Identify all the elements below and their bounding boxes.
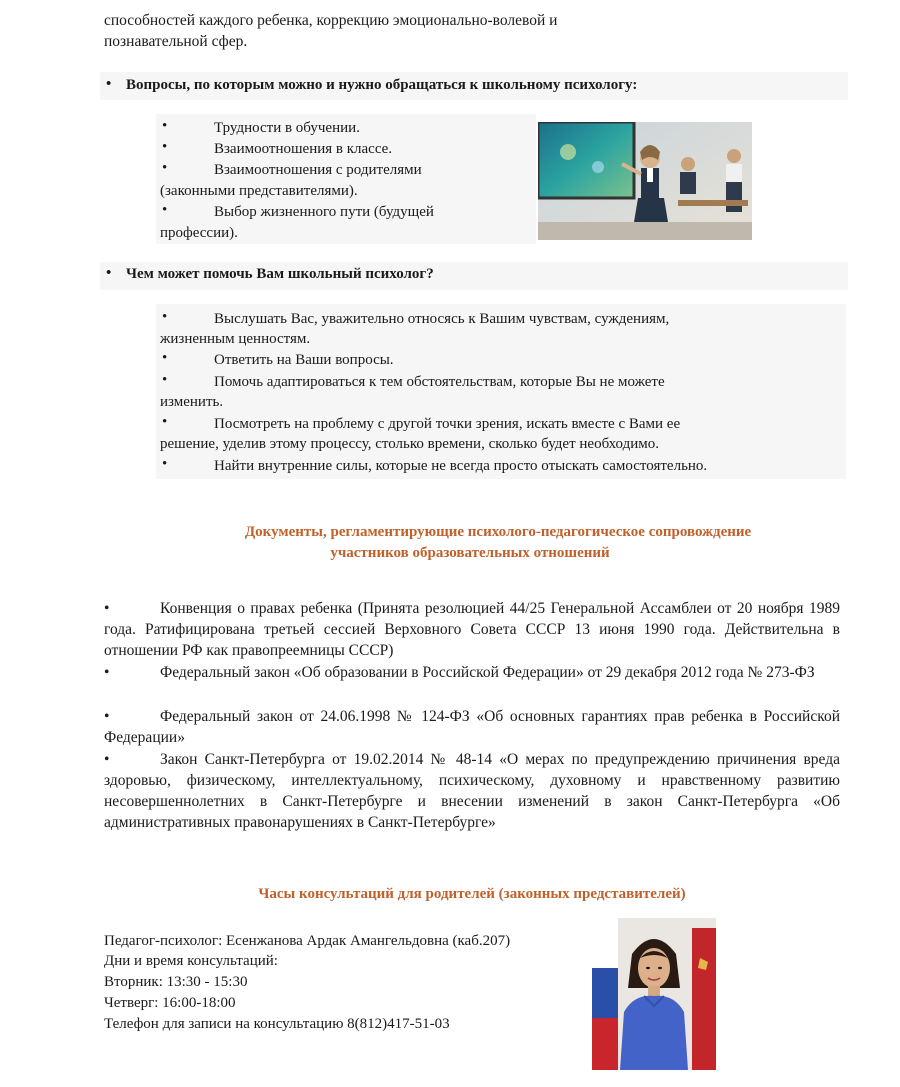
- question-item-cont: профессии).: [160, 225, 238, 241]
- document-item: • Федеральный закон «Об образовании в Российской Федерации» от 29 декабря 2012 года № 273-ФЗ: [104, 664, 815, 681]
- help-item: Выслушать Вас, уважительно относясь к Вашим чувствам, суждениям,: [214, 311, 670, 327]
- phone-line: Телефон для записи на консультацию 8(812)417-51-03: [104, 1016, 450, 1032]
- help-item: Ответить на Ваши вопросы.: [214, 352, 394, 368]
- question-item: Взаимоотношения в классе.: [214, 141, 393, 157]
- documents-title-line-1: Документы, регламентирующие психолого-педагогическое сопровождение: [244, 524, 752, 540]
- help-item-cont: решение, уделив этому процессу, столько времени, сколько будет необходимо.: [160, 436, 660, 452]
- bullet-icon: •: [162, 202, 168, 218]
- documents-title-line-2: участников образовательных отношений: [330, 545, 610, 561]
- document-item: • Федеральный закон от 24.06.1998 № 124-ФЗ «Об основных гарантиях прав ребенка в Российской Федерации»: [104, 708, 840, 746]
- document-item-text: Федеральный закон от 24.06.1998 № 124-ФЗ «Об основных гарантиях прав ребенка в Российской Федерации»: [104, 708, 840, 746]
- psychologist-label: Педагог-психолог:: [104, 933, 223, 949]
- classroom-photo: [538, 122, 752, 240]
- question-item: Взаимоотношения с родителями: [214, 162, 422, 178]
- psychologist-photo: [592, 918, 716, 1070]
- days-label: Дни и время консультаций:: [104, 953, 278, 969]
- bullet-icon: •: [162, 160, 168, 176]
- bullet-icon: •: [162, 414, 168, 430]
- bullet-icon: •: [106, 265, 112, 281]
- psychologist-line: [104, 931, 510, 952]
- document-item: • Закон Санкт-Петербурга от 19.02.2014 № 48-14 «О мерах по предупреждению причинения вреда здоровью, физическому, интеллектуальному, психическому, духовному и нравственному развитию несовершеннолетних в Санкт-Петербурге и внесении изменений в закон Санкт-Петербурга «Об административных правонарушениях в Санкт-Петербурге»: [104, 751, 840, 831]
- bullet-icon: •: [162, 309, 168, 325]
- bullet-icon: •: [106, 76, 112, 92]
- question-item: Трудности в обучении.: [214, 120, 360, 136]
- bullet-icon: •: [162, 372, 168, 388]
- help-item: Помочь адаптироваться к тем обстоятельствам, которые Вы не можете: [214, 374, 665, 390]
- question-item-cont: (законными представителями).: [160, 183, 358, 199]
- consult-title: Часы консультаций для родителей (законных представителей): [258, 886, 686, 902]
- document-item-text: Закон Санкт-Петербурга от 19.02.2014 № 48-14 «О мерах по предупреждению причинения вреда здоровью, физическому, интеллектуальному, психическому, духовному и нравственному развитию несовершеннолетних в Санкт-Петербурге и внесении изменений в закон Санкт-Петербурга «Об административных правонарушениях в Санкт-Петербурге»: [104, 751, 840, 831]
- tuesday-hours: Вторник: 13:30 - 15:30: [104, 974, 248, 990]
- help-item-cont: изменить.: [160, 394, 224, 410]
- bullet-icon: •: [162, 456, 168, 472]
- intro-line-1: способностей каждого ребенка, коррекцию эмоционально-волевой и: [104, 12, 558, 29]
- thursday-hours: Четверг: 16:00-18:00: [104, 995, 236, 1011]
- bullet-icon: •: [162, 139, 168, 155]
- help-item-cont: жизненным ценностям.: [160, 331, 311, 347]
- bullet-icon: •: [162, 350, 168, 366]
- document-item-text: Конвенция о правах ребенка (Принята резолюцией 44/25 Генеральной Ассамблеи от 20 ноября 1989 года. Ратифицирована третьей сессией Верховного Совета СССР 13 июня 1990 года. Действительна в отношении РФ как правопреемницы СССР): [104, 600, 840, 659]
- help-item: Посмотреть на проблему с другой точки зрения, искать вместе с Вами ее: [214, 416, 681, 432]
- questions-heading: Вопросы, по которым можно и нужно обращаться к школьному психологу:: [126, 77, 638, 93]
- help-heading: Чем может помочь Вам школьный психолог?: [126, 266, 434, 282]
- bullet-icon: •: [162, 118, 168, 134]
- document-item: • Конвенция о правах ребенка (Принята резолюцией 44/25 Генеральной Ассамблеи от 20 ноября 1989 года. Ратифицирована третьей сессией Верховного Совета СССР 13 июня 1990 года. Действительна в отношении РФ как правопреемницы СССР): [104, 600, 840, 659]
- intro-line-2: познавательной сфер.: [104, 33, 248, 50]
- help-item: Найти внутренние силы, которые не всегда просто отыскать самостоятельно.: [214, 458, 708, 474]
- document-item-text: Федеральный закон «Об образовании в Российской Федерации» от 29 декабря 2012 года № 273-ФЗ: [160, 664, 815, 681]
- psychologist-name: Есенжанова Ардак Амангельдовна (каб.207): [226, 933, 511, 949]
- question-item: Выбор жизненного пути (будущей: [214, 204, 434, 220]
